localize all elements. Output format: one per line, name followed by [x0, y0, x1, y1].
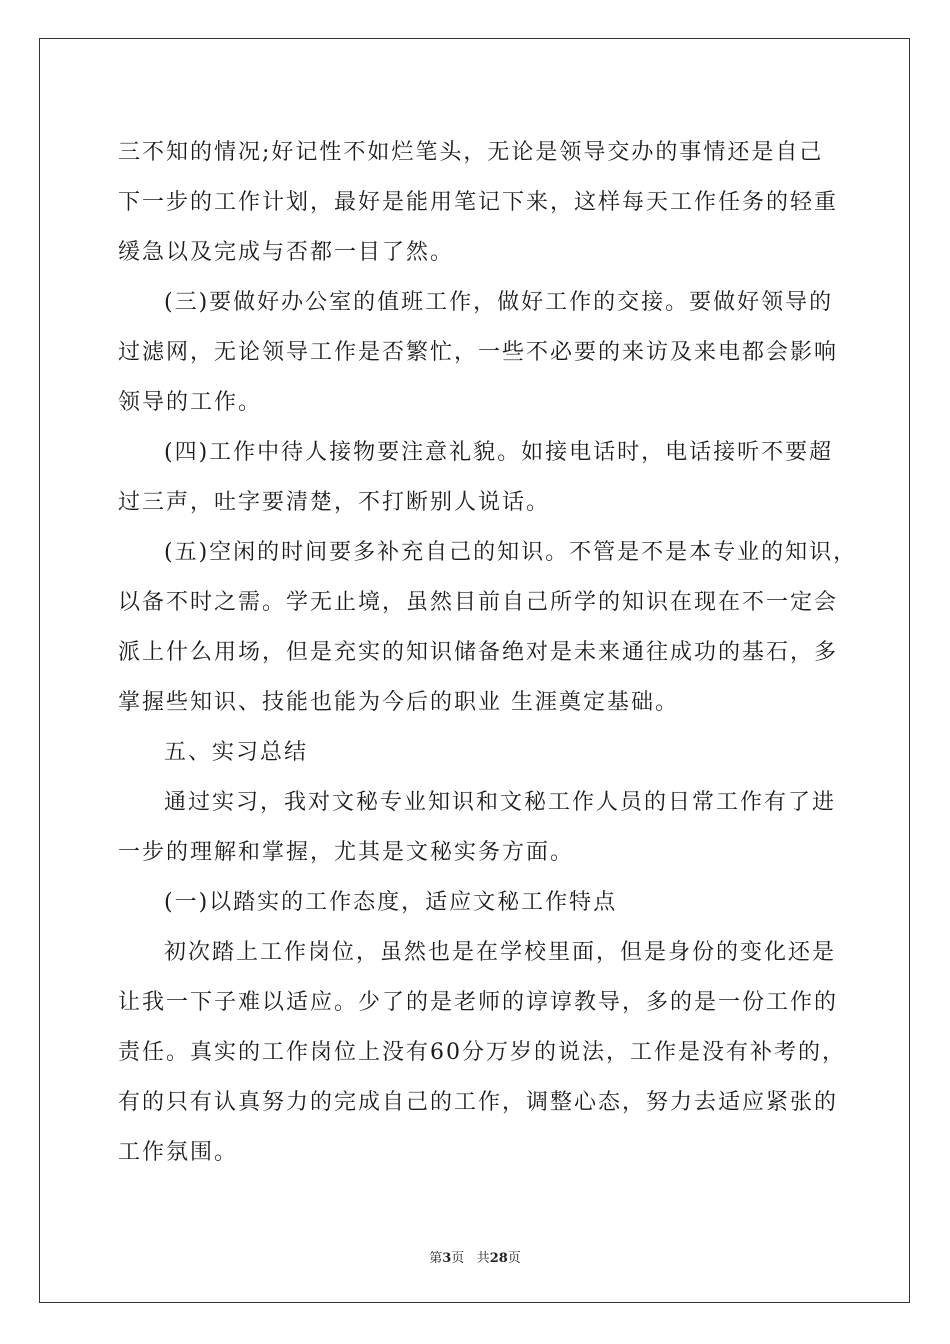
text-line: 下一步的工作计划，最好是能用笔记下来，这样每天工作任务的轻重 [118, 190, 839, 215]
total-suffix: 页 [507, 1251, 521, 1266]
text-line: (四)工作中待人接物要注意礼貌。如接电话时，电话接听不要超 [164, 440, 834, 465]
text-line: 过滤网，无论领导工作是否繁忙，一些不必要的来访及来电都会影响 [118, 340, 839, 365]
text-line: 领导的工作。 [118, 390, 263, 415]
text-line: 掌握些知识、技能也能为今后的职业 生涯奠定基础。 [118, 690, 679, 715]
text-line: 通过实习，我对文秘专业知识和文秘工作人员的日常工作有了进 [164, 790, 837, 815]
text-line: 三不知的情况;好记性不如烂笔头，无论是领导交办的事情还是自己 [118, 140, 824, 165]
text-line: 有的只有认真努力的完成自己的工作，调整心态，努力去适应紧张的 [118, 1090, 839, 1115]
text-line: 让我一下子难以适应。少了的是老师的谆谆教导，多的是一份工作的 [118, 990, 839, 1015]
text-line: 过三声，吐字要清楚，不打断别人说话。 [118, 490, 551, 515]
text-line: (五)空闲的时间要多补充自己的知识。不管是不是本专业的知识， [164, 540, 858, 565]
text-line: 初次踏上工作岗位，虽然也是在学校里面，但是身份的变化还是 [164, 940, 837, 965]
text-line: 一步的理解和掌握，尤其是文秘实务方面。 [118, 840, 575, 865]
total-pages: 28 [489, 1251, 508, 1266]
text-line: 工作氛围。 [118, 1140, 239, 1165]
text-line: 责任。真实的工作岗位上没有60分万岁的说法，工作是没有补考的， [118, 1040, 846, 1065]
section-heading: 五、实习总结 [164, 740, 309, 765]
subsection-heading: (一)以踏实的工作态度，适应文秘工作特点 [164, 890, 618, 915]
document-body [118, 128, 858, 1178]
text-line: 以备不时之需。学无止境，虽然目前自己所学的知识在现在不一定会 [118, 590, 839, 615]
text-line: 缓急以及完成与否都一目了然。 [118, 240, 455, 265]
page-footer [0, 1247, 950, 1266]
text-line: 派上什么用场，但是充实的知识储备绝对是未来通往成功的基石，多 [118, 640, 839, 665]
text-line: (三)要做好办公室的值班工作，做好工作的交接。要做好领导的 [164, 290, 834, 315]
page-suffix: 页 [451, 1251, 465, 1266]
total-prefix: 共 [476, 1251, 490, 1266]
page-number: 3 [442, 1251, 452, 1266]
page-prefix: 第 [429, 1251, 443, 1266]
